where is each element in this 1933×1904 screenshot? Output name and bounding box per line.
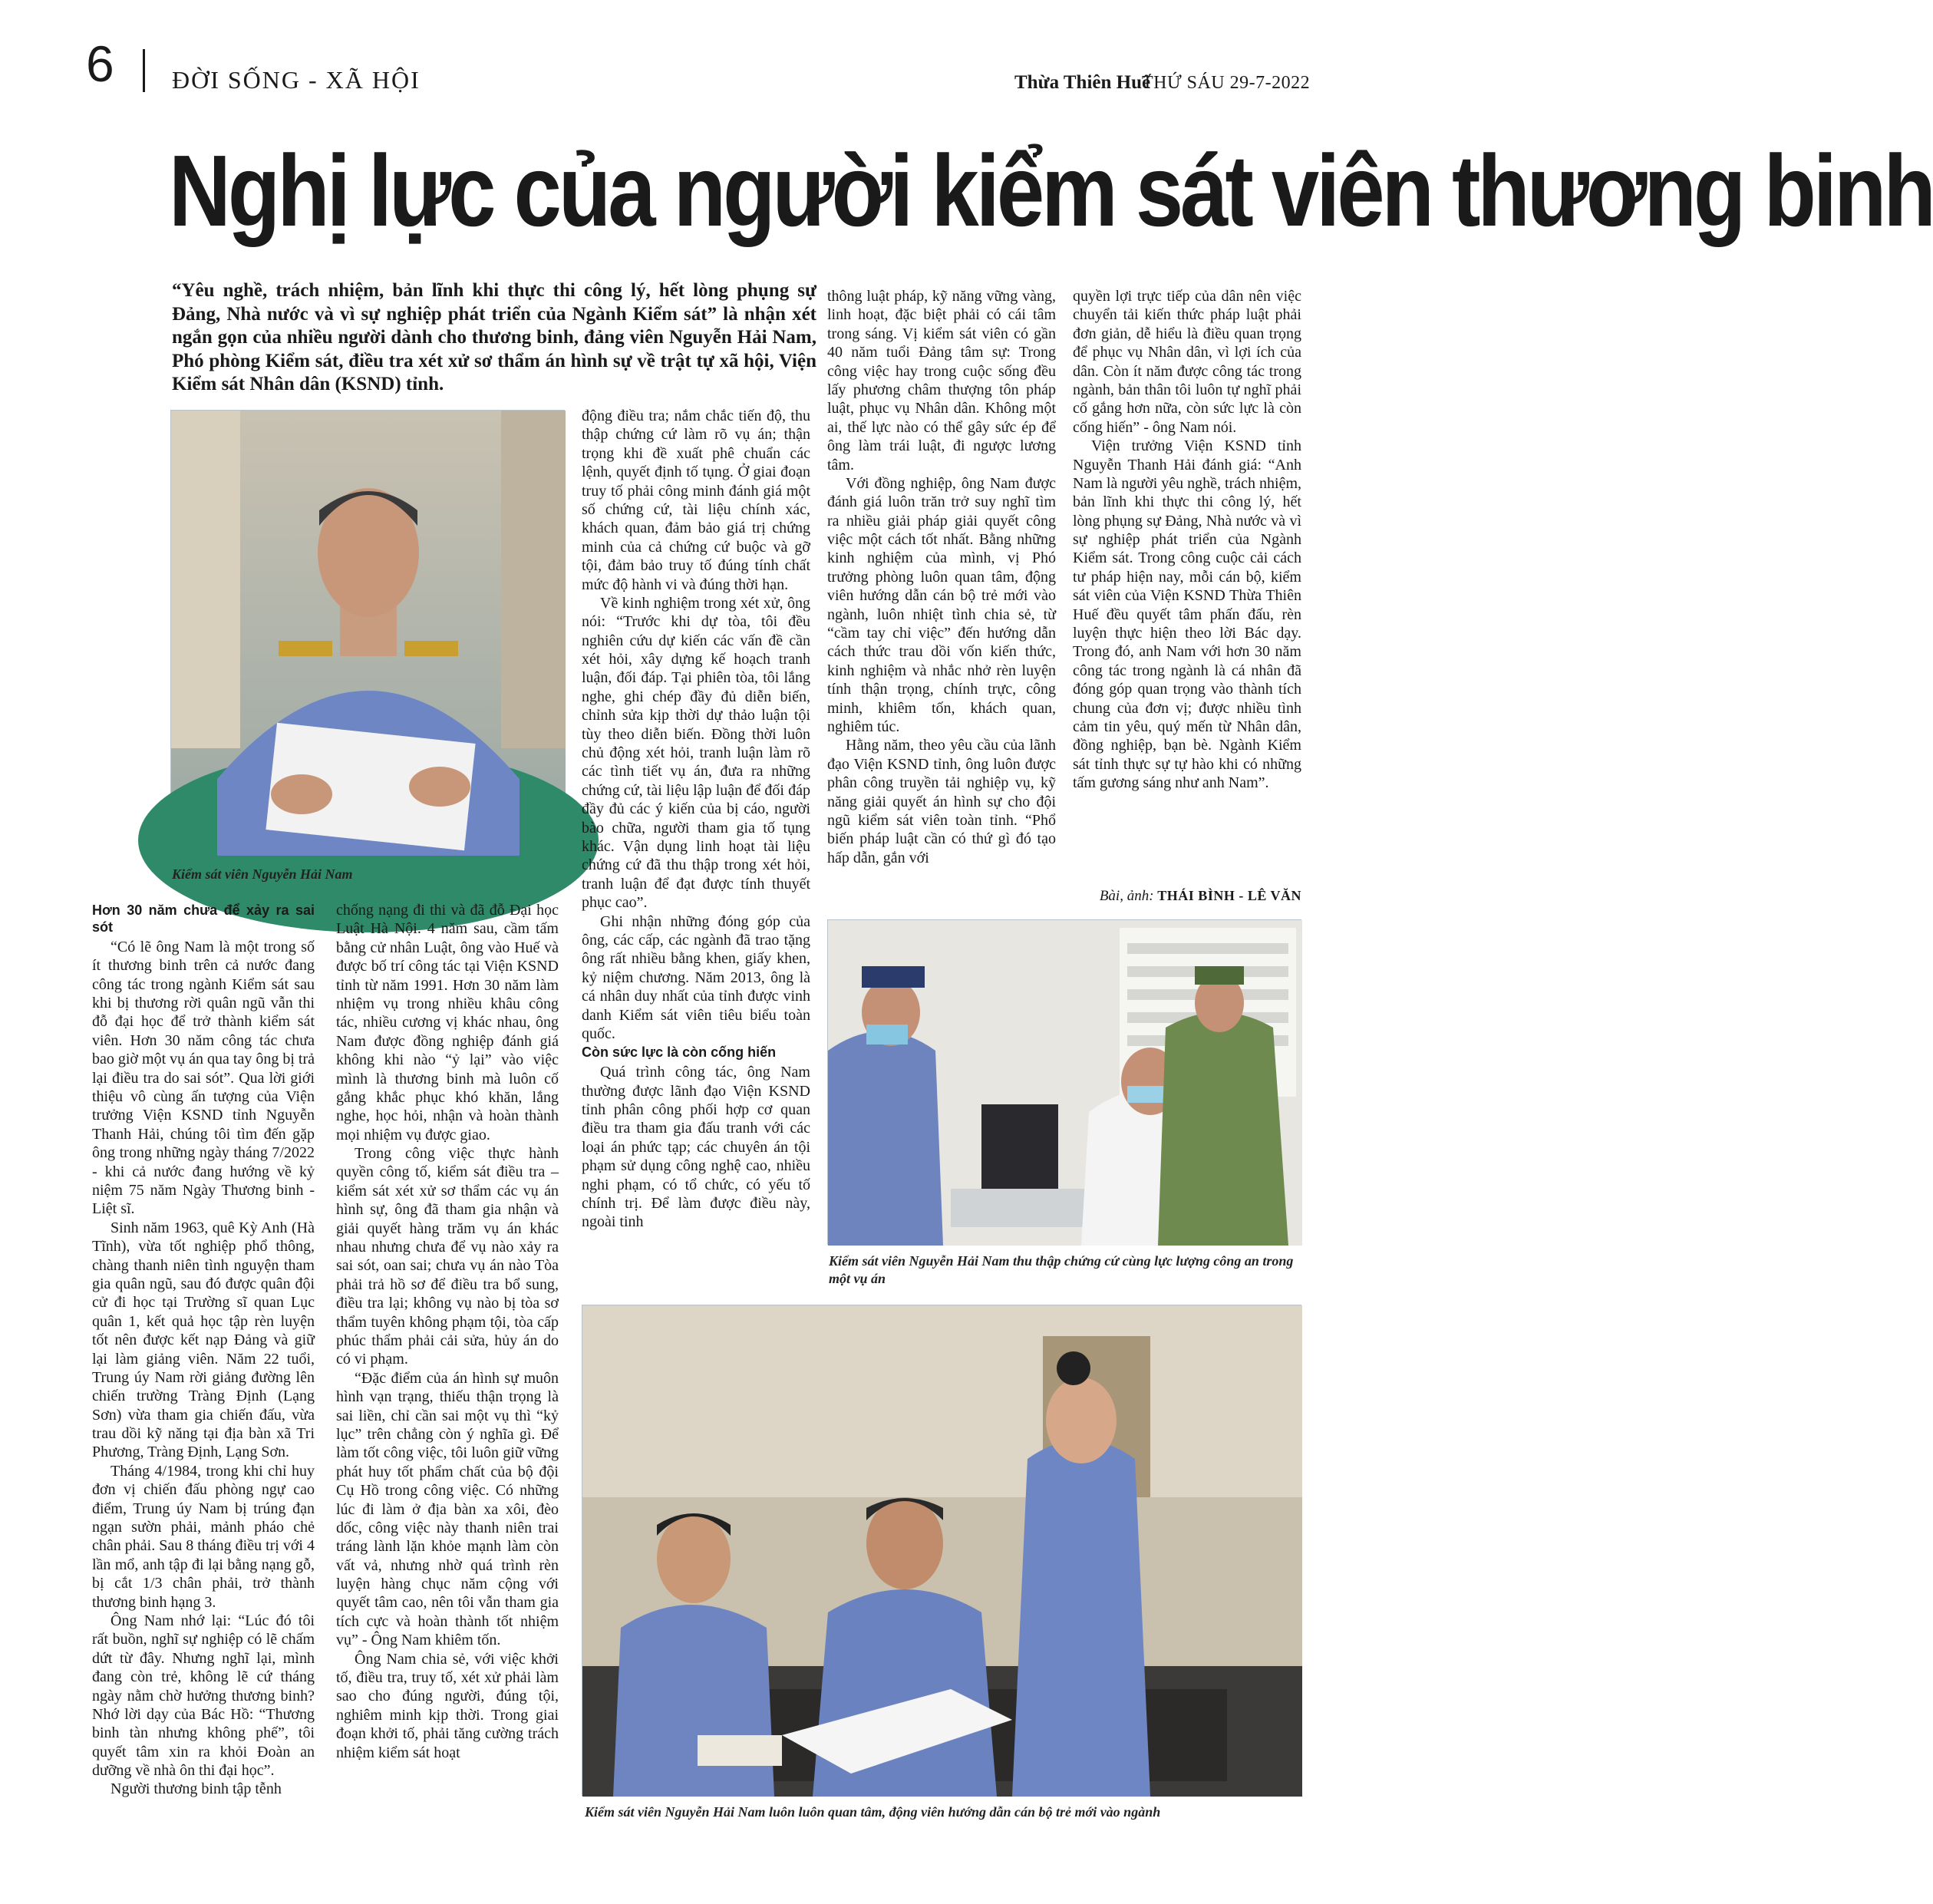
newspaper-name: Thừa Thiên Huế: [1014, 72, 1151, 93]
article-column-3: [582, 407, 810, 1277]
article-lead: “Yêu nghề, trách nhiệm, bản lĩnh khi thực thi công lý, hết lòng phụng sự Đảng, Nhà nước và vì sự nghiệp phát triển của Ngành Kiểm sát” là nhận xét ngắn gọn của nhiều người dành cho thương binh, đảng viên Nguyễn Hải Nam, Phó phòng Kiểm sát, điều tra xét xử sơ thẩm án hình sự về trật tự xã hội, Viện Kiểm sát Nhân dân (KSND) tỉnh.: [172, 280, 816, 394]
header-divider: [143, 49, 145, 92]
paragraph: Tháng 4/1984, trong khi chỉ huy đơn vị chiến đấu phòng ngự cao điểm, Trung úy Nam bị trúng đạn ngạn sườn phải, mảnh pháo chẻ chân phải. Sau 8 tháng điều trị với 4 lần mổ, anh tập đi lại bằng nạng gỗ, bị cắt 1/3 chân phải, trở thành thương binh hạng 3.: [92, 1462, 315, 1611]
paragraph: Hằng năm, theo yêu cầu của lãnh đạo Viện KSND tỉnh, ông luôn được phân công truyền tải nghiệp vụ, kỹ năng giải quyết án hình sự cho đội ngũ kiểm sát viên toàn tỉnh. “Phổ biến pháp luật cần có thứ gì đó tạo hấp dẫn, gắn với: [827, 737, 1056, 866]
portrait-photo: [170, 410, 565, 855]
issue-date: THỨ SÁU 29-7-2022: [1142, 73, 1311, 93]
paragraph: Quá trình công tác, ông Nam thường được lãnh đạo Viện KSND tỉnh phân công phối hợp cơ quan điều tra tham gia đấu tranh với các loại án phức tạp; các chuyên án tội phạm sử dụng công nghệ cao, nhiều nghi phạm, có tổ chức, có yếu tố chính trị. Để làm được điều này, ngoài tinh: [582, 1064, 810, 1231]
article-column-2: [336, 901, 559, 1831]
evidence-caption: Kiểm sát viên Nguyễn Hải Nam thu thập chứng cứ cùng lực lượng công an trong một vụ án: [829, 1253, 1294, 1287]
byline: [1077, 888, 1301, 905]
byline-authors: THÁI BÌNH - LÊ VĂN: [1157, 888, 1301, 903]
mentoring-photo: [582, 1305, 1301, 1796]
article-column-1: [92, 901, 315, 1831]
portrait-caption: Kiểm sát viên Nguyễn Hải Nam: [172, 866, 353, 882]
paragraph: Với đồng nghiệp, ông Nam được đánh giá luôn trăn trở suy nghĩ tìm ra nhiều giải pháp giải quyết công việc một cách tốt nhất. Bằng những kinh nghiệm của mình, vị Phó trưởng phòng luôn quan tâm, động viên hướng dẫn cán bộ trẻ mới vào ngành, luôn nhiệt tình chia sẻ, từ “cầm tay chỉ việc” đến hướng dẫn cách thức trau dồi vốn kiến thức, kinh nghiệm và nhắc nhở rèn luyện tính thận trọng, chính trực, công minh, khiêm tốn, khách quan, nghiêm túc.: [827, 474, 1056, 735]
paragraph: động điều tra; nắm chắc tiến độ, thu thập chứng cứ làm rõ vụ án; thận trọng khi đề xuất phê chuẩn các lệnh, quyết định tố tụng. Ở giai đoạn truy tố phải công minh đánh giá một số chứng cứ, tài liệu chính xác, khách quan, đảm bảo giá trị chứng minh của cả chứng cứ buộc và gỡ tội, đảm bảo truy tố đúng tính chất mức độ hành vi và đúng thời hạn.: [582, 408, 810, 593]
article-column-5: [1073, 287, 1301, 886]
paragraph: Người thương binh tập tễnh: [111, 1780, 282, 1798]
paragraph: Ông Nam chia sẻ, với việc khởi tố, điều tra, truy tố, xét xử phải làm sao cho đúng người, đúng tội, nghiêm minh kịp thời. Trong giai đoạn khởi tố, phải tăng cường trách nhiệm kiểm sát hoạt: [336, 1650, 559, 1761]
paragraph: Ghi nhận những đóng góp của ông, các cấp, các ngành đã trao tặng ông rất nhiều bằng khen, giấy khen, kỷ niệm chương. Năm 2013, ông là cá nhân duy nhất của tỉnh được vinh danh Kiểm sát viên tiêu biểu toàn quốc.: [582, 912, 810, 1042]
article-column-4: [827, 287, 1056, 901]
paragraph: quyền lợi trực tiếp của dân nên việc chuyển tải kiến thức pháp luật phải đơn giản, dễ hiểu là điều quan trọng để phục vụ Nhân dân, vì lợi ích của dân. Còn ít năm được công tác trong ngành, bản thân tôi luôn tự nghĩ phải cố gắng hơn nữa, còn sức lực là còn cống hiến” - ông Nam nói.: [1073, 288, 1301, 436]
paragraph: Trong công việc thực hành quyền công tố, kiểm sát điều tra – kiểm sát xét xử sơ thẩm các vụ án hình sự, ông đã tham gia nhận và giải quyết hàng trăm vụ án khác nhau nhưng chưa để vụ nào xảy ra sai sót, oan sai; chưa vụ án nào Tòa phải trả hồ sơ để điều tra bổ sung, điều tra lại; không vụ nào bị tòa sơ thẩm tuyên không phạm tội, tòa cấp phúc thẩm phải cải sửa, hủy án do có vi phạm.: [336, 1145, 559, 1368]
paragraph: Viện trưởng Viện KSND tỉnh Nguyễn Thanh Hải đánh giá: “Anh Nam là người yêu nghề, trách nhiệm, bản lĩnh khi thực thi công lý, hết lòng phụng sự Đảng, Nhà nước và vì sự nghiệp phát triển của Ngành Kiểm sát. Trong công cuộc cải cách tư pháp hiện nay, mỗi cán bộ, kiểm sát viên của Viện KSND Thừa Thiên Huế đều quyết tâm phấn đấu, rèn luyện thực hiện theo lời Bác dạy. Trong đó, anh Nam với hơn 30 năm công tác trong ngành là cá nhân đã đóng góp quan trọng vào thành tích chung của đơn vị; được nhiều tình cảm tin yêu, quý mến từ Nhân dân, đồng nghiệp, bạn bè. Ngành Kiểm sát tỉnh thực sự tự hào khi có những tấm gương sáng như anh Nam”.: [1073, 437, 1301, 792]
paragraph: Sinh năm 1963, quê Kỳ Anh (Hà Tĩnh), vừa tốt nghiệp phổ thông, chàng thanh niên tình nguyện tham gia quân ngũ, sau đó được quân đội cử đi học tại Trường sĩ quan Lục quân 1, kết quả học tập rèn luyện tốt nên được kết nạp Đảng và giữ lại làm giảng viên. Năm 22 tuổi, Trung úy Nam rời giảng đường lên chiến trường Tràng Định (Lạng Sơn) vừa tham gia chiến đấu, vừa trau dồi kỹ năng tại địa bàn xã Tri Phương, Tràng Định, Lạng Sơn.: [92, 1219, 315, 1461]
subheading-1: Hơn 30 năm chưa để xảy ra sai sót: [92, 903, 315, 935]
evidence-photo: [827, 919, 1301, 1245]
byline-prefix: Bài, ảnh:: [1099, 888, 1158, 904]
paragraph: Ông Nam nhớ lại: “Lúc đó tôi rất buồn, nghĩ sự nghiệp có lẽ chấm dứt từ đây. Nhưng nghĩ lại, mình đang còn trẻ, không lẽ cứ tháng ngày nằm chờ hưởng thương binh? Nhớ lời dạy của Bác Hồ: “Thương binh tàn nhưng không phế”, tôi quyết tâm xin ra khỏi Đoàn an dưỡng về nhà ôn thi đại học”.: [92, 1612, 315, 1780]
paragraph: thông luật pháp, kỹ năng vững vàng, linh hoạt, đặc biệt phải có cái tâm trong sáng. Vị kiểm sát viên có gần 40 năm tuổi Đảng tâm sự: Trong công việc hay trong cuộc sống đều lấy phương châm thượng tôn pháp luật, phục vụ Nhân dân. Không một ai, thế lực nào có thể gây sức ép để ông làm trái luật, đi ngược lương tâm.: [827, 288, 1056, 474]
paragraph: chống nạng đi thi và đã đỗ Đại học Luật Hà Nội. 4 năm sau, cầm tấm bằng cử nhân Luật, ông vào Huế và được bố trí công tác tại Viện KSND tỉnh từ năm 1991. Hơn 30 năm làm nhiệm vụ trong nhiều khâu công tác, nhiều cương vị khác nhau, ông Nam được đồng nghiệp đánh giá không khi nào “ỷ lại” vào việc mình là thương binh mà luôn cố gắng khắc phục khó khăn, lắng nghe, học hỏi, nhận và hoàn thành mọi nhiệm vụ được giao.: [336, 902, 559, 1143]
mentoring-caption: Kiểm sát viên Nguyễn Hải Nam luôn luôn quan tâm, động viên hướng dẫn cán bộ trẻ mới vào ngành: [585, 1804, 1161, 1820]
subheading-2: Còn sức lực là còn cống hiến: [582, 1044, 777, 1061]
paragraph: Về kinh nghiệm trong xét xử, ông nói: “Trước khi dự tòa, tôi đều nghiên cứu dự kiến các vấn đề cần xét hỏi, xây dựng kế hoạch tranh luận, đối đáp. Tại phiên tòa, tôi lắng nghe, ghi chép đầy đủ diễn biến, chỉnh sửa kịp thời dự thảo luận tội tùy theo diễn biến. Đồng thời luôn chủ động xét hỏi, tranh luận làm rõ các tình tiết vụ án, đưa ra những chứng cứ, tài liệu lập luận để đối đáp đầy đủ các ý kiến của bị cáo, người bào chữa, người tham gia tố tụng khác. Vận dụng linh hoạt tài liệu chứng cứ đã thu thập trong xét hỏi, tranh luận để đạt được tính thuyết phục cao”.: [582, 594, 810, 912]
paragraph: “Có lẽ ông Nam là một trong số ít thương binh trên cả nước đang công tác trong ngành Kiểm sát sau khi bị thương rời quân ngũ vẫn thi đỗ đại học để trở thành kiểm sát viên. Hơn 30 năm công tác chưa bao giờ một vụ án qua tay ông bị trả lại điều tra do sai sót”. Qua lời giới thiệu vô cùng ấn tượng của Viện trưởng Viện KSND tỉnh Nguyễn Thanh Hải, chúng tôi tìm đến gặp ông trong những ngày tháng 7/2022 - khi cả nước đang hướng về kỷ niệm 75 năm Ngày Thương binh - Liệt sĩ.: [92, 938, 315, 1218]
article-headline: Nghị lực của người kiểm sát viên thương binh: [169, 134, 1933, 248]
section-title: ĐỜI SỐNG - XÃ HỘI: [172, 66, 421, 94]
paragraph: “Đặc điểm của án hình sự muôn hình vạn trạng, thiếu thận trọng là sai liền, chỉ cần sai một vụ thì “kỷ lục” trên chẳng còn ý nghĩa gì. Để làm tốt công việc, tôi luôn giữ vững phát huy tốt phẩm chất của bộ đội Cụ Hồ trong công việc. Có những lúc đi làm ở địa bàn xa xôi, đèo dốc, công việc này thanh niên trai tráng lành lặn khỏe mạnh làm còn vất vả, nhưng nhờ quá trình rèn luyện hàng chục năm cộng với quyết tâm cao, nên tôi vẫn tham gia tích cực và hoàn thành tốt nhiệm vụ” - Ông Nam khiêm tốn.: [336, 1369, 559, 1649]
page-number: 6: [86, 35, 114, 92]
